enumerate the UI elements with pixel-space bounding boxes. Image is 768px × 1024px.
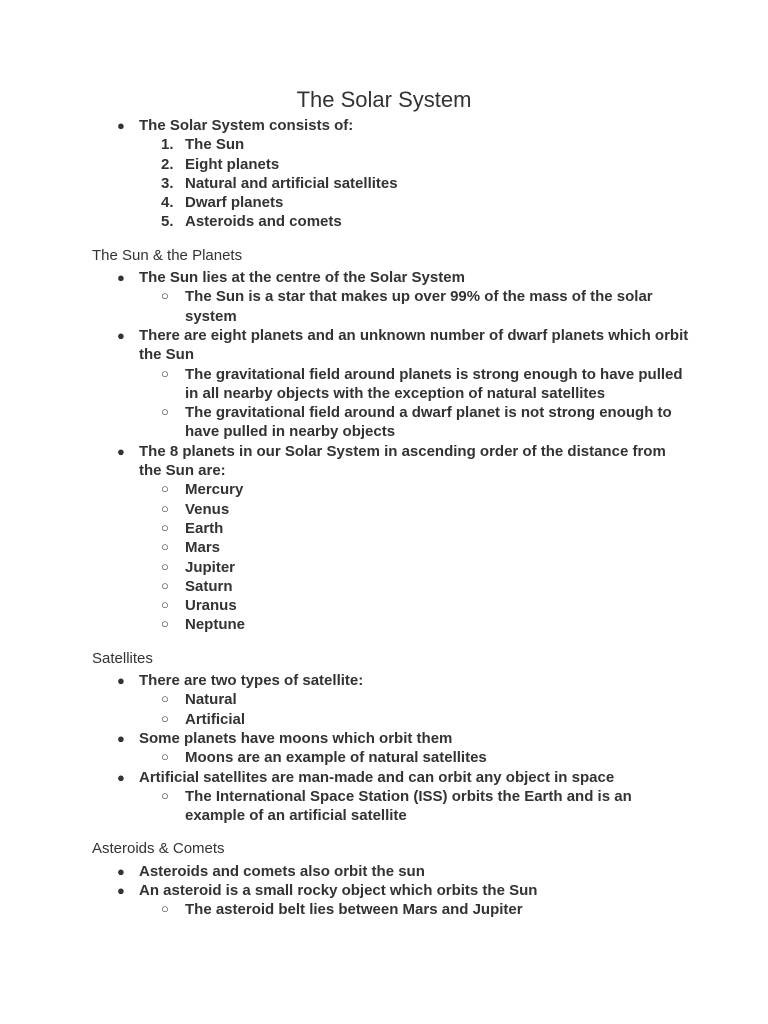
bullet-text: There are eight planets and an unknown number of dwarf planets which orbit the Sun — [139, 326, 689, 364]
sub-list-item — [139, 500, 692, 519]
sub-bullet-text: Neptune — [185, 616, 245, 634]
section-bullet-list — [92, 268, 692, 635]
sub-list-item — [139, 615, 692, 634]
sub-list-item — [139, 287, 692, 326]
sub-list-item — [139, 558, 692, 577]
bullet-icon: ● — [117, 882, 125, 898]
bullet-text: The Sun lies at the centre of the Solar System — [139, 269, 465, 287]
item-number: 4. — [161, 194, 174, 212]
section-heading: Asteroids & Comets — [92, 840, 225, 858]
hollow-bullet-icon: ○ — [161, 577, 169, 593]
sub-bullet-list — [139, 480, 692, 634]
hollow-bullet-icon: ○ — [161, 901, 169, 917]
bullet-text: An asteroid is a small rocky object which orbits the Sun — [139, 881, 538, 899]
item-number: 5. — [161, 213, 174, 231]
sub-list-item — [139, 403, 692, 442]
section-heading: Satellites — [92, 649, 153, 667]
sub-bullet-text: Natural — [185, 691, 237, 709]
sub-bullet-text: Uranus — [185, 597, 237, 615]
hollow-bullet-icon: ○ — [161, 558, 169, 574]
sub-list-item — [139, 480, 692, 499]
bullet-icon: ● — [117, 673, 125, 689]
ordered-item-text: The Sun — [185, 136, 245, 154]
ordered-item-text: Asteroids and comets — [185, 213, 342, 231]
hollow-bullet-icon: ○ — [161, 539, 169, 555]
hollow-bullet-icon: ○ — [161, 500, 169, 516]
sections-container — [92, 246, 692, 920]
ordered-item — [139, 155, 692, 174]
bullet-text: Asteroids and comets also orbit the sun — [139, 862, 425, 880]
sub-list-item — [139, 519, 692, 538]
sub-bullet-list — [139, 900, 692, 919]
sub-bullet-text: Moons are an example of natural satellites — [185, 749, 487, 767]
bullet-text: Artificial satellites are man-made and can orbit any object in space — [139, 768, 615, 786]
sub-bullet-text: Mercury — [185, 481, 244, 499]
ordered-item — [139, 174, 692, 193]
sub-bullet-text: The International Space Station (ISS) orbits the Earth and is an example of an artificial satellite — [185, 787, 632, 825]
intro-ordered-list — [139, 135, 692, 231]
item-number: 2. — [161, 155, 174, 173]
list-item — [92, 116, 692, 232]
sub-bullet-text: Jupiter — [185, 558, 236, 576]
bullet-icon: ● — [117, 769, 125, 785]
sub-bullet-text: Artificial — [185, 710, 246, 728]
hollow-bullet-icon: ○ — [161, 691, 169, 707]
hollow-bullet-icon: ○ — [161, 787, 169, 803]
sub-list-item — [139, 900, 692, 919]
sub-list-item — [139, 710, 692, 729]
sub-list-item — [139, 596, 692, 615]
sub-bullet-text: The asteroid belt lies between Mars and Jupiter — [185, 901, 523, 919]
hollow-bullet-icon: ○ — [161, 404, 169, 420]
sub-bullet-text: Venus — [185, 500, 230, 518]
hollow-bullet-icon: ○ — [161, 597, 169, 613]
bullet-icon: ● — [117, 270, 125, 286]
ordered-item — [139, 193, 692, 212]
bullet-icon: ● — [117, 730, 125, 746]
bullet-icon: ● — [117, 863, 125, 879]
sub-list-item — [139, 365, 692, 404]
ordered-item-text: Natural and artificial satellites — [185, 174, 398, 192]
list-item — [92, 768, 692, 826]
list-item — [92, 671, 692, 729]
bullet-text: Some planets have moons which orbit them — [139, 729, 453, 747]
sub-bullet-list — [139, 787, 692, 826]
bullet-text: The 8 planets in our Solar System in ascending order of the distance from the Sun are: — [139, 442, 666, 480]
list-item — [92, 442, 692, 635]
hollow-bullet-icon: ○ — [161, 710, 169, 726]
intro-text: The Solar System consists of: — [139, 117, 354, 134]
hollow-bullet-icon: ○ — [161, 288, 169, 304]
bullet-icon: ● — [117, 118, 125, 133]
hollow-bullet-icon: ○ — [161, 481, 169, 497]
bullet-icon: ● — [117, 327, 125, 343]
sub-list-item — [139, 577, 692, 596]
document-title: The Solar System — [296, 87, 472, 112]
sub-bullet-text: Mars — [185, 539, 221, 557]
sub-bullet-text: The gravitational field around planets is strong enough to have pulled in all nearby objects with the exception of natural satellites — [185, 365, 683, 402]
sub-bullet-list — [139, 690, 692, 729]
sub-bullet-text: Saturn — [185, 577, 233, 595]
sub-list-item — [139, 787, 692, 826]
hollow-bullet-icon: ○ — [161, 749, 169, 765]
sub-bullet-text: The Sun is a star that makes up over 99% of the mass of the solar system — [185, 288, 653, 325]
bullet-text: There are two types of satellite: — [139, 672, 364, 690]
list-item — [92, 862, 692, 881]
document-body — [92, 115, 692, 920]
section-bullet-list — [92, 862, 692, 920]
sub-bullet-list — [139, 365, 692, 442]
sub-bullet-list — [139, 748, 692, 767]
sub-list-item — [139, 748, 692, 767]
ordered-item-text: Dwarf planets — [185, 194, 284, 212]
sub-list-item — [139, 538, 692, 557]
hollow-bullet-icon: ○ — [161, 616, 169, 632]
sub-bullet-text: Earth — [185, 519, 224, 537]
ordered-item — [139, 212, 692, 231]
sub-list-item — [139, 690, 692, 709]
ordered-item — [139, 135, 692, 154]
ordered-item-text: Eight planets — [185, 155, 280, 173]
hollow-bullet-icon: ○ — [161, 365, 169, 381]
bullet-icon: ● — [117, 443, 125, 459]
list-item — [92, 729, 692, 768]
item-number: 1. — [161, 136, 174, 154]
sub-bullet-list — [139, 287, 692, 326]
sub-bullet-text: The gravitational field around a dwarf planet is not strong enough to have pulled in nearby objects — [185, 404, 672, 441]
item-number: 3. — [161, 174, 174, 192]
list-item — [92, 326, 692, 442]
section-heading: The Sun & the Planets — [92, 246, 243, 264]
intro-list — [92, 115, 692, 232]
list-item — [92, 881, 692, 920]
hollow-bullet-icon: ○ — [161, 519, 169, 535]
list-item — [92, 268, 692, 326]
section-bullet-list — [92, 671, 692, 825]
